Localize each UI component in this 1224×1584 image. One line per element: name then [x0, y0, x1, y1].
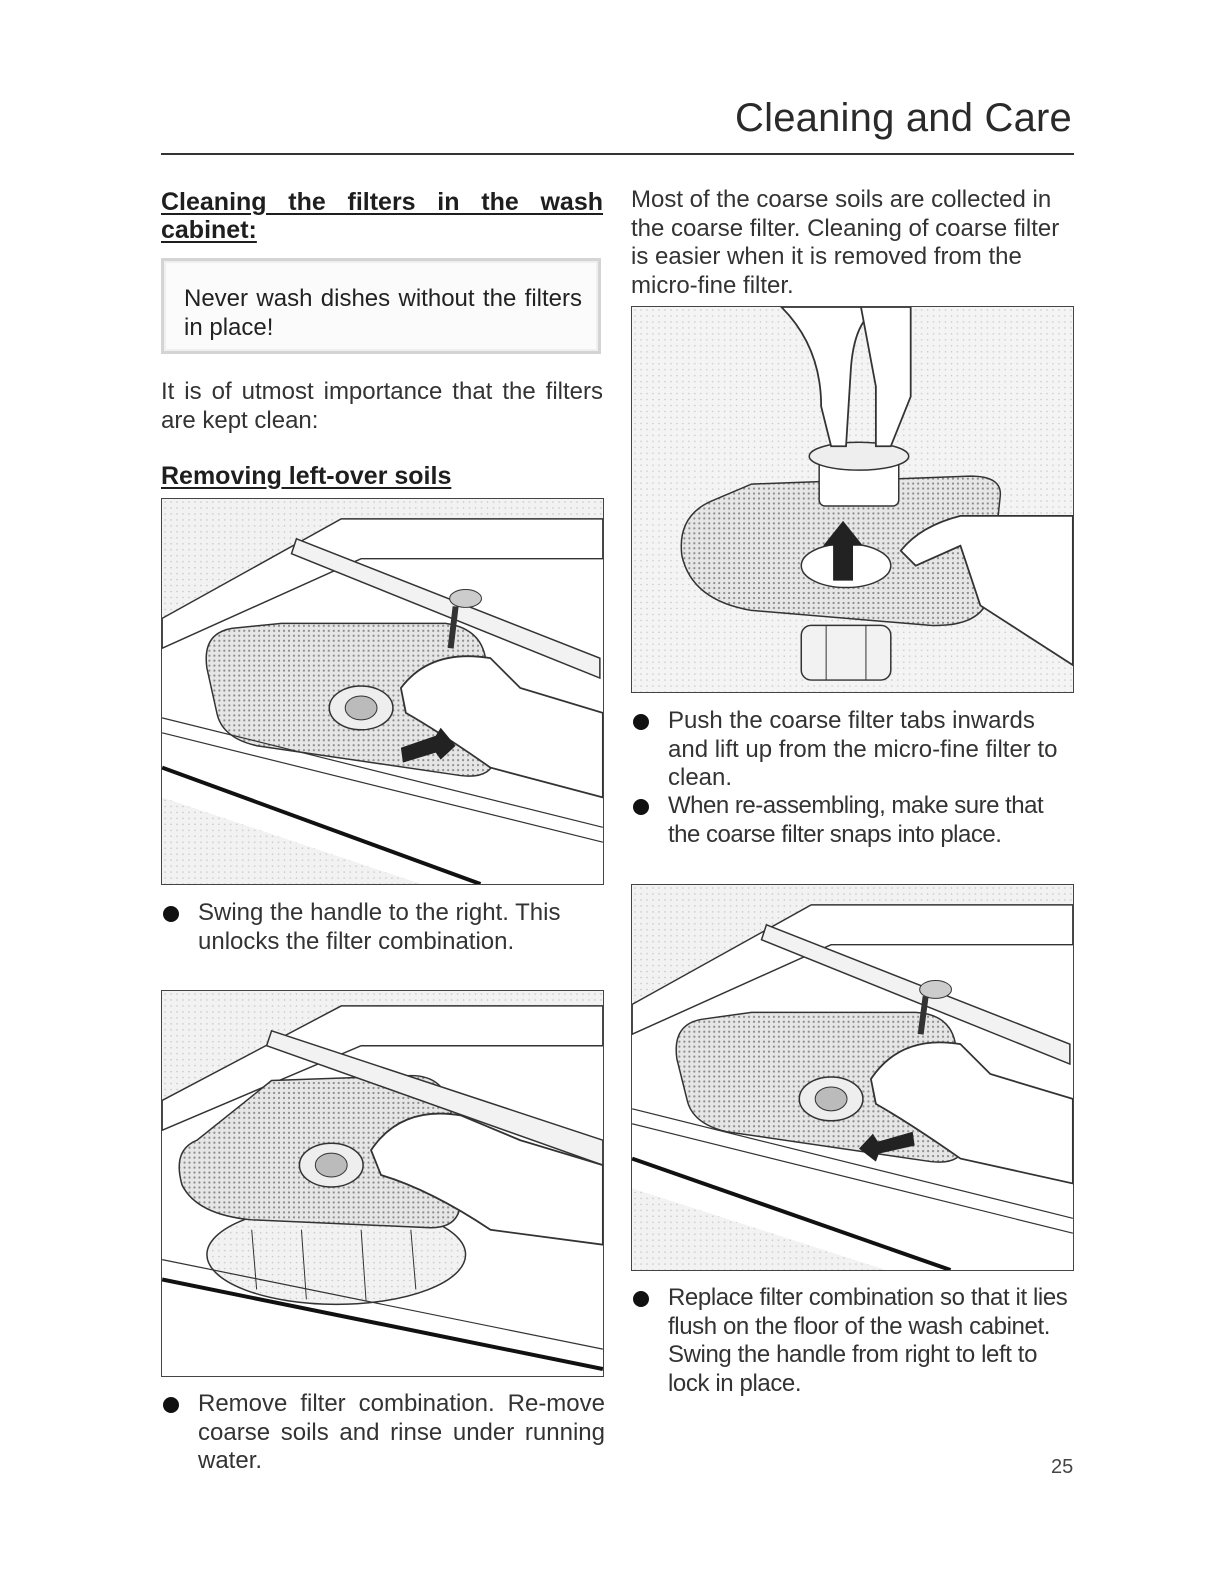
warning-box: [161, 258, 601, 354]
illustration-swing-handle: [162, 499, 603, 884]
title-divider: [161, 153, 1074, 155]
illustration-remove-filter: [162, 991, 603, 1376]
warning-text: Never wash dishes without the filters in place!: [184, 285, 582, 341]
figure-remove-filter: [161, 990, 604, 1377]
intro-paragraph: It is of utmost importance that the filters are kept clean:: [161, 378, 603, 434]
figure-replace-filter: [631, 884, 1074, 1271]
bullet-dot: [163, 1397, 179, 1413]
bullet-dot: [633, 714, 649, 730]
step-1-text: Swing the handle to the right. This unlocks the filter combination.: [198, 899, 561, 955]
illustration-replace-filter: [632, 885, 1073, 1270]
illustration-lift-coarse-filter: [632, 307, 1073, 692]
figure-swing-handle: [161, 498, 604, 885]
bullet-dot: [633, 799, 649, 815]
step-4-text: When re-assembling, make sure that the coarse filter snaps into place.: [668, 792, 1044, 848]
right-intro-paragraph: Most of the coarse soils are collected in the coarse filter. Cleaning of coarse filter is easier when it is removed from the micro-fine filter.: [631, 186, 1060, 299]
page-number: 25: [1051, 1456, 1074, 1478]
figure-lift-coarse-filter: [631, 306, 1074, 693]
step-5-text: Replace filter combination so that it lies flush on the floor of the wash cabinet. Swing the handle from right to left to lock in place.: [668, 1284, 1068, 1397]
step-2-text: Remove filter combination. Re-move coarse soils and rinse under running water.: [198, 1390, 605, 1474]
bullet-dot: [633, 1291, 649, 1307]
bullet-dot: [163, 906, 179, 922]
step-3-text: Push the coarse filter tabs inwards and lift up from the micro-fine filter to clean.: [668, 707, 1058, 791]
section-heading: Cleaning the filters in the wash cabinet:: [161, 188, 603, 244]
page-title: Cleaning and Care: [735, 96, 1072, 140]
subheading: Removing left-over soils: [161, 462, 452, 490]
